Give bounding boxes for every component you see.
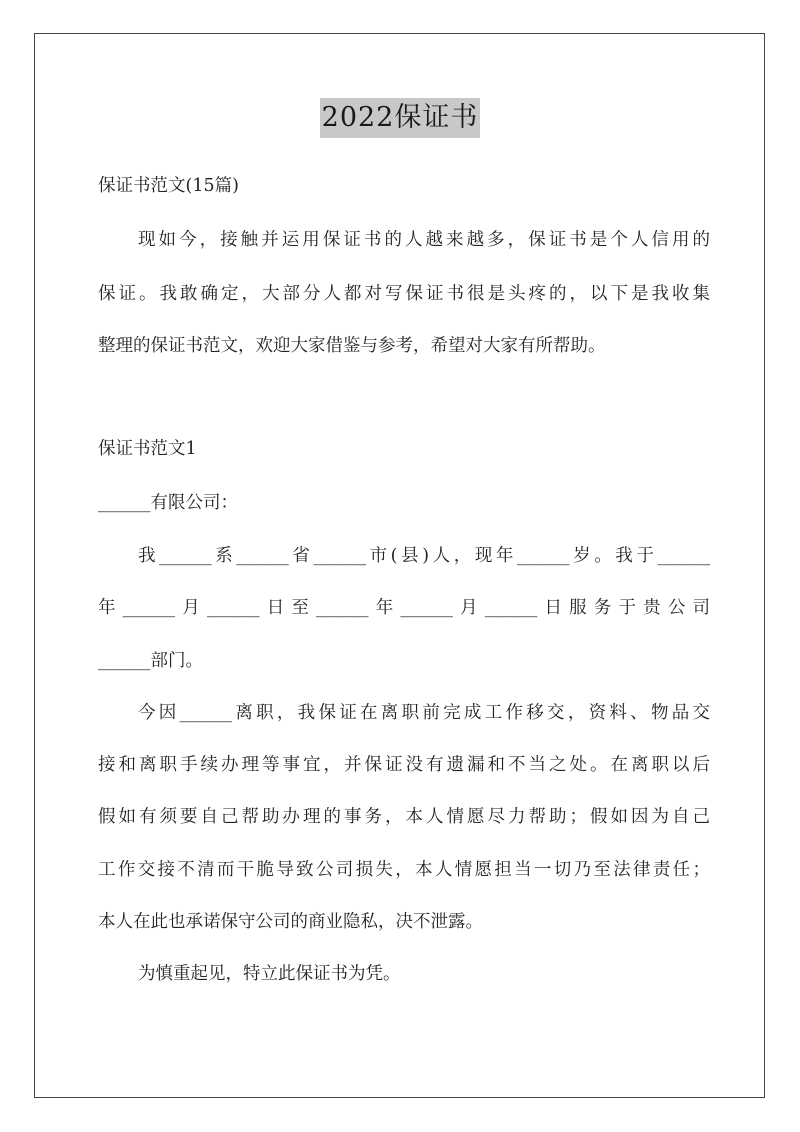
addressee-line: ______有限公司： [98,493,238,513]
body-line-5: 接和离职手续办理等事宜，并保证没有遗漏和不当之处。在离职以后 [98,755,710,775]
body-line-3: ______部门。 [98,651,203,671]
closing-line: 为慎重起见，特立此保证书为凭。 [138,964,401,984]
intro-line-1: 现如今，接触并运用保证书的人越来越多，保证书是个人信用的 [138,230,710,250]
title-container [0,98,800,138]
body-line-8: 本人在此也承诺保守公司的商业隐私，决不泄露。 [98,912,483,932]
intro-line-3: 整理的保证书范文，欢迎大家借鉴与参考，希望对大家有所帮助。 [98,336,606,356]
body-line-2: 年______月______日至______年______月______日服务于贵公司 [98,598,710,618]
intro-line-2: 保证。我敢确定，大部分人都对写保证书很是头疼的，以下是我收集 [98,284,710,304]
document-subtitle: 保证书范文(15篇) [98,176,239,196]
body-line-6: 假如有须要自己帮助办理的事务，本人情愿尽力帮助；假如因为自己 [98,807,710,827]
body-line-4: 今因______离职，我保证在离职前完成工作移交，资料、物品交 [138,703,710,723]
body-line-7: 工作交接不清而干脆导致公司损失，本人情愿担当一切乃至法律责任； [98,860,710,880]
document-title: 2022保证书 [320,98,481,138]
section-heading: 保证书范文1 [98,439,197,459]
body-line-1: 我______系______省______市(县)人，现年______岁。我于______ [138,546,710,566]
